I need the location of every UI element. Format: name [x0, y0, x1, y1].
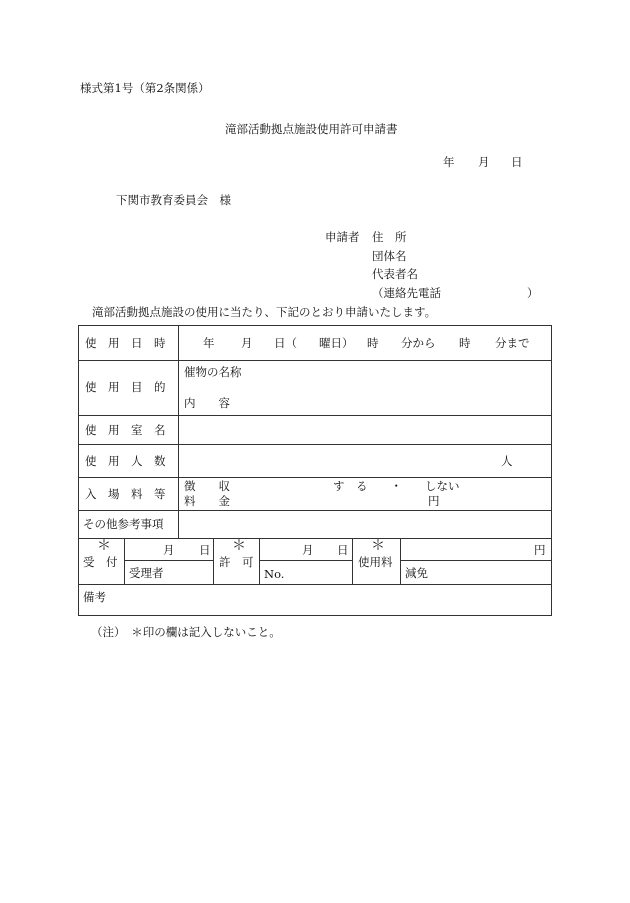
remarks-label: 備考 — [83, 590, 106, 604]
row-divider — [79, 538, 551, 539]
permit-number-label: No. — [264, 567, 285, 581]
column-divider — [400, 538, 401, 584]
event-name-label: 催物の名称 — [184, 365, 242, 379]
intro-text: 滝部活動拠点施設の使用に当たり、下記のとおり申請いたします。 — [92, 305, 437, 319]
phone-label: （連絡先電話 — [372, 286, 441, 300]
cell-divider — [259, 560, 352, 561]
page-title: 滝部活動拠点施設使用許可申請書 — [225, 122, 398, 136]
row-divider — [79, 584, 551, 585]
receipt-label: 受 付 — [83, 555, 118, 569]
exemption-label: 減免 — [405, 566, 428, 580]
row-divider — [79, 360, 551, 361]
content-label: 内 容 — [184, 396, 230, 410]
fee-label: 入 場 料 等 — [85, 487, 166, 501]
datetime-year: 年 — [203, 336, 215, 350]
address-label: 住 所 — [372, 230, 407, 244]
people-unit: 人 — [501, 454, 513, 468]
datetime-hour-to: 時 — [459, 336, 471, 350]
phone-close: ） — [527, 286, 539, 300]
cell-divider — [400, 560, 551, 561]
cell-divider — [124, 560, 213, 561]
fee-amount-label: 料 金 — [184, 494, 230, 508]
fee-amount-unit: 円 — [428, 494, 440, 508]
datetime-label: 使 用 日 時 — [85, 336, 166, 350]
column-divider — [352, 538, 353, 584]
form-number: 様式第1号（第2条関係） — [80, 81, 210, 95]
purpose-label: 使 用 目 的 — [85, 380, 166, 394]
representative-label: 代表者名 — [372, 267, 418, 281]
usage-fee-unit: 円 — [534, 543, 546, 557]
receipt-star: ＊ — [97, 538, 111, 554]
permit-label: 許 可 — [219, 555, 254, 569]
applicant-label: 申請者 — [325, 230, 360, 244]
column-divider — [213, 538, 214, 584]
permit-star: ＊ — [232, 538, 246, 554]
row-divider — [79, 477, 551, 478]
datetime-day: 日（ — [274, 336, 297, 350]
fee-collect-label: 徴 収 — [184, 479, 230, 493]
footnote: （注） ＊印の欄は記入しないこと。 — [91, 625, 281, 639]
row-divider — [79, 444, 551, 445]
fee-star: ＊ — [371, 538, 385, 554]
datetime-hour-from: 時 — [367, 336, 379, 350]
receiver-label: 受理者 — [129, 566, 164, 580]
receipt-month: 月 — [163, 543, 175, 557]
column-divider — [124, 538, 125, 584]
permit-day: 日 — [337, 543, 349, 557]
application-table — [78, 325, 552, 616]
permit-month: 月 — [302, 543, 314, 557]
datetime-weekday: 曜日） — [319, 336, 354, 350]
addressee: 下関市教育委員会 様 — [116, 193, 231, 207]
row-divider — [79, 415, 551, 416]
column-divider — [178, 326, 179, 538]
room-label: 使 用 室 名 — [85, 423, 166, 437]
datetime-minute-from: 分から — [401, 336, 436, 350]
people-label: 使 用 人 数 — [85, 454, 166, 468]
date-month: 月 — [478, 155, 490, 169]
column-divider — [259, 538, 260, 584]
datetime-minute-to: 分まで — [495, 336, 530, 350]
usage-fee-label: 使用料 — [358, 555, 393, 569]
other-label: その他参考事項 — [83, 517, 164, 531]
date-year: 年 — [443, 155, 455, 169]
date-day: 日 — [511, 155, 523, 169]
group-name-label: 団体名 — [372, 249, 407, 263]
datetime-month: 月 — [241, 336, 253, 350]
receipt-day: 日 — [199, 543, 211, 557]
row-divider — [79, 510, 551, 511]
fee-collect-options: す る ・ しない — [333, 479, 460, 493]
